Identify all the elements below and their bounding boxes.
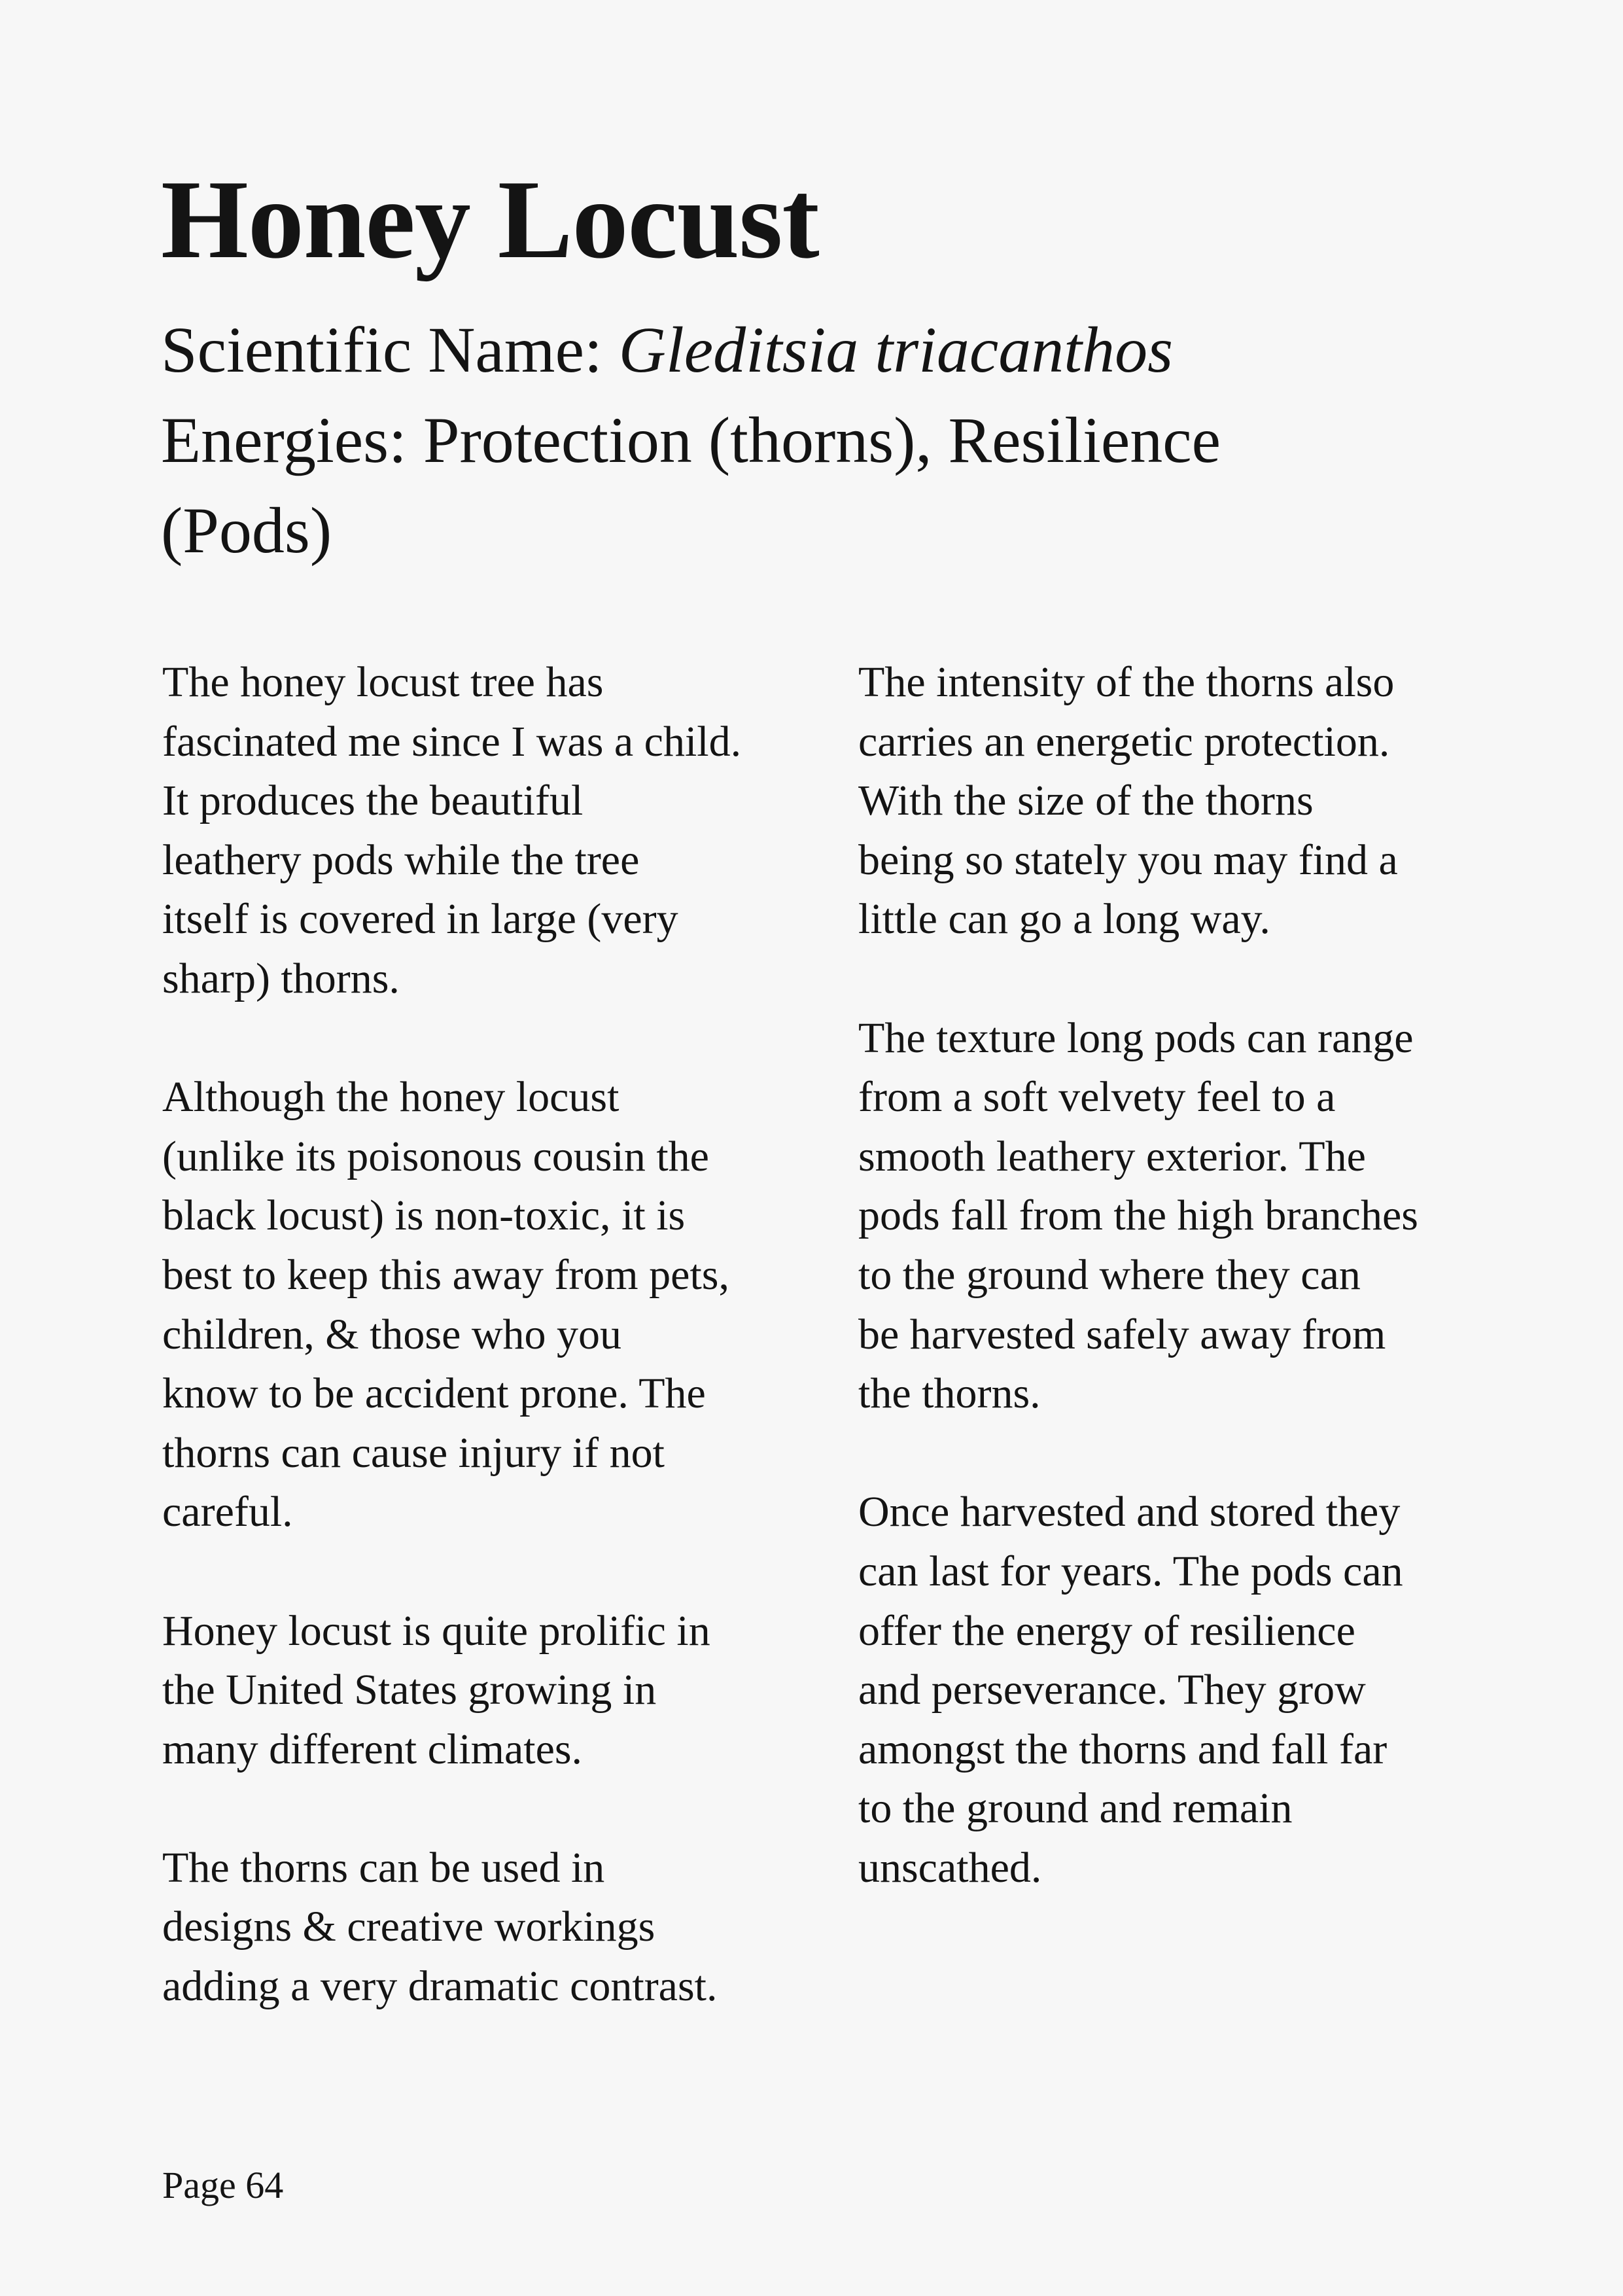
text-line: and perseverance. They grow bbox=[858, 1666, 1366, 1714]
text-line: careful. bbox=[162, 1488, 293, 1536]
text-line: The honey locust tree has bbox=[162, 658, 604, 706]
text-line: children, & those who you bbox=[162, 1310, 622, 1358]
paragraph bbox=[858, 1009, 1499, 1424]
text-line: With the size of the thorns bbox=[858, 777, 1314, 825]
text-line: Although the honey locust bbox=[162, 1073, 620, 1122]
text-line: can last for years. The pods can bbox=[858, 1547, 1403, 1595]
left-column bbox=[162, 653, 790, 2075]
paragraph bbox=[162, 1068, 790, 1542]
paragraph bbox=[858, 1483, 1499, 1898]
paragraph bbox=[858, 653, 1499, 949]
energies-line-1: Energies: Protection (thorns), Resilience bbox=[161, 404, 1221, 476]
paragraph bbox=[162, 653, 790, 1009]
text-line: from a soft velvety feel to a bbox=[858, 1073, 1336, 1122]
text-line: designs & creative workings bbox=[162, 1903, 655, 1951]
text-line: being so stately you may find a bbox=[858, 836, 1398, 884]
scientific-name-line bbox=[161, 305, 1469, 395]
text-line: best to keep this away from pets, bbox=[162, 1250, 729, 1299]
text-line: amongst the thorns and fall far bbox=[858, 1725, 1387, 1773]
text-line: to the ground and remain bbox=[858, 1784, 1293, 1833]
text-line: carries an energetic protection. bbox=[858, 717, 1390, 766]
text-line: It produces the beautiful bbox=[162, 777, 584, 825]
right-column bbox=[858, 653, 1499, 1957]
text-line: fascinated me since I was a child. bbox=[162, 717, 742, 766]
text-line: be harvested safely away from bbox=[858, 1310, 1386, 1358]
text-line: leathery pods while the tree bbox=[162, 836, 640, 884]
text-line: pods fall from the high branches bbox=[858, 1192, 1418, 1240]
text-line: the thorns. bbox=[858, 1369, 1041, 1418]
text-line: little can go a long way. bbox=[858, 895, 1270, 944]
page-number: Page 64 bbox=[162, 2164, 284, 2206]
scientific-name-value: Gleditsia triacanthos bbox=[618, 313, 1173, 386]
text-line: offer the energy of resilience bbox=[858, 1606, 1355, 1655]
paragraph bbox=[162, 1839, 790, 2017]
text-line: Once harvested and stored they bbox=[858, 1488, 1401, 1536]
scientific-name-label: Scientific Name: bbox=[161, 313, 619, 386]
paragraph bbox=[162, 1602, 790, 1780]
page-title: Honey Locust bbox=[161, 158, 819, 282]
text-line: thorns can cause injury if not bbox=[162, 1428, 665, 1477]
text-line: know to be accident prone. The bbox=[162, 1369, 706, 1418]
text-line: unscathed. bbox=[858, 1843, 1042, 1892]
text-line: The texture long pods can range bbox=[858, 1014, 1414, 1062]
text-line: smooth leathery exterior. The bbox=[858, 1132, 1366, 1180]
text-line: sharp) thorns. bbox=[162, 954, 400, 1002]
text-line: many different climates. bbox=[162, 1725, 583, 1773]
text-line: The thorns can be used in bbox=[162, 1843, 605, 1892]
text-line: adding a very dramatic contrast. bbox=[162, 1962, 718, 2011]
text-line: black locust) is non-toxic, it is bbox=[162, 1192, 686, 1240]
text-line: to the ground where they can bbox=[858, 1250, 1361, 1299]
text-line: (unlike its poisonous cousin the bbox=[162, 1132, 709, 1180]
text-line: Honey locust is quite prolific in bbox=[162, 1606, 710, 1655]
text-line: itself is covered in large (very bbox=[162, 895, 678, 944]
energies-line-2: (Pods) bbox=[161, 494, 332, 567]
text-line: the United States growing in bbox=[162, 1666, 657, 1714]
subheading-block bbox=[161, 305, 1469, 576]
text-line: The intensity of the thorns also bbox=[858, 658, 1395, 706]
